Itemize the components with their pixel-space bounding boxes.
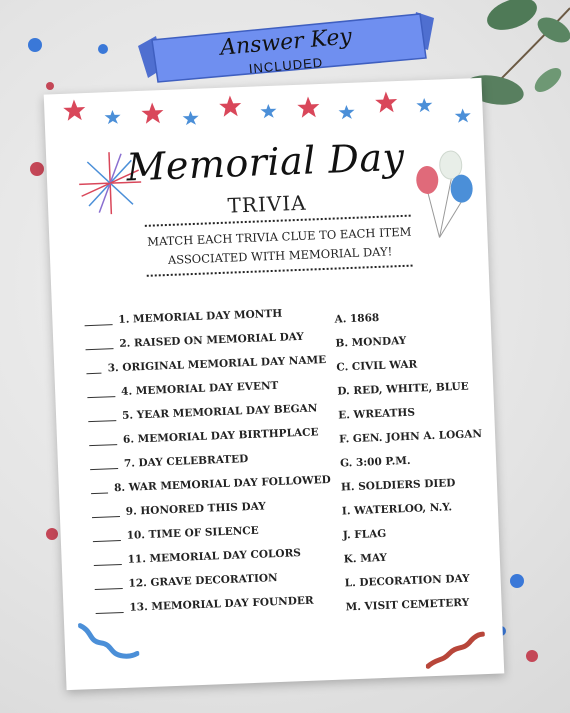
clue-text: 8. WAR MEMORIAL DAY FOLLOWED: [113, 473, 331, 495]
answer-item: C. CIVIL WAR: [336, 358, 418, 374]
answer-item: L. DECORATION DAY: [344, 572, 470, 590]
answer-key-banner: [138, 8, 434, 86]
answer-item: J. FLAG: [342, 527, 387, 542]
clue-text: 4. MEMORIAL DAY EVENT: [120, 379, 279, 398]
instructions-line: MATCH EACH TRIVIA CLUE TO EACH ITEM: [147, 224, 412, 249]
clue-text: 6. MEMORIAL DAY BIRTHPLACE: [122, 426, 319, 446]
red-streamer-icon: [425, 630, 486, 672]
answer-blank: [93, 531, 121, 542]
banner-subtitle: INCLUDED: [248, 54, 324, 77]
clue-text: 10. TIME OF SILENCE: [126, 524, 259, 542]
answer-blank: [88, 411, 116, 422]
clue-text: 3. ORIGINAL MEMORIAL DAY NAME: [107, 353, 327, 375]
answer-item: F. GEN. JOHN A. LOGAN: [338, 428, 483, 446]
glitter-dot: [526, 650, 538, 662]
sheet-subtitle: TRIVIA: [227, 190, 308, 218]
clue-list: [84, 300, 336, 621]
answer-blank: [84, 315, 112, 326]
clue-text: 5. YEAR MEMORIAL DAY BEGAN: [121, 402, 318, 422]
glitter-dot: [28, 38, 42, 52]
clue-text: 13. MEMORIAL DAY FOUNDER: [129, 594, 314, 614]
answer-blank: [94, 579, 122, 590]
glitter-dot: [510, 574, 524, 588]
clue-text: 12. GRAVE DECORATION: [128, 572, 278, 590]
clue-text: 9. HONORED THIS DAY: [125, 500, 266, 518]
answer-blank: [89, 435, 117, 446]
answer-list: [334, 302, 496, 620]
answer-item: B. MONDAY: [335, 334, 407, 350]
glitter-dot: [46, 82, 54, 90]
clue-text: 11. MEMORIAL DAY COLORS: [127, 547, 302, 566]
answer-item: D. RED, WHITE, BLUE: [337, 380, 469, 398]
answer-item: H. SOLDIERS DIED: [340, 477, 456, 494]
answer-item: G. 3:00 P.M.: [339, 454, 411, 470]
clue-text: 1. MEMORIAL DAY MONTH: [118, 307, 283, 326]
clue-text: 7. DAY CELEBRATED: [123, 453, 249, 470]
clue-text: 2. RAISED ON MEMORIAL DAY: [119, 330, 305, 350]
blue-streamer-icon: [78, 619, 139, 661]
answer-blank: [90, 459, 118, 470]
trivia-sheet: [44, 78, 505, 690]
instructions-line: ASSOCIATED WITH MEMORIAL DAY!: [167, 244, 393, 267]
sheet-title: Memorial Day: [125, 134, 406, 190]
answer-blank: [95, 603, 123, 614]
glitter-dot: [98, 44, 108, 54]
answer-blank: [91, 483, 109, 494]
answer-blank: [85, 339, 113, 350]
answer-item: E. WREATHS: [338, 406, 416, 422]
answer-item: M. VISIT CEMETERY: [345, 596, 470, 614]
answer-blank: [93, 555, 121, 566]
instructions: [129, 222, 430, 271]
answer-item: K. MAY: [343, 551, 388, 566]
banner-title: Answer Key: [219, 24, 353, 61]
answer-blank: [86, 364, 102, 375]
glitter-dot: [30, 162, 44, 176]
answer-blank: [87, 387, 115, 398]
answer-item: I. WATERLOO, N.Y.: [341, 501, 453, 518]
answer-item: A. 1868: [334, 311, 380, 326]
glitter-dot: [46, 528, 58, 540]
answer-blank: [92, 507, 120, 518]
